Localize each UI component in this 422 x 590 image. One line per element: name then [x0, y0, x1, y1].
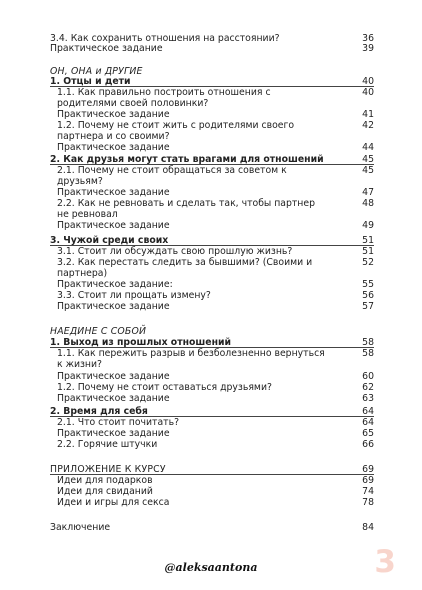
toc-entry-page: 36 [362, 33, 374, 44]
toc-entry-title: 1.1. Как пережить разрыв и безболезненно вернуться к жизни? [57, 348, 325, 370]
toc-entry-page: 52 [362, 257, 374, 268]
toc-entry-page: 64 [362, 406, 374, 417]
toc-entry-title: Практическое задание [57, 428, 170, 439]
toc-entry-title: Идеи для подарков [57, 475, 153, 486]
toc-entry-title: 3. Чужой среди своих [50, 235, 169, 246]
toc-entry-title: 2.1. Что стоит почитать? [57, 417, 179, 428]
toc-entry-title: ПРИЛОЖЕНИЕ К КУРСУ [50, 464, 166, 475]
toc-entry-title: 1. Отцы и дети [50, 76, 131, 87]
toc-entry-title: Практическое задание [57, 393, 170, 404]
toc-entry-page: 60 [362, 371, 374, 382]
toc-entry-title: Практическое задание [57, 187, 170, 198]
toc-entry-title: 2.1. Почему не стоит обращаться за советом к друзьям? [57, 165, 287, 187]
toc-entry-page: 63 [362, 393, 374, 404]
toc-entry-page: 78 [362, 497, 374, 508]
toc-entry-title: Практическое задание [57, 220, 170, 231]
toc-entry-page: 58 [362, 348, 374, 359]
toc-entry-page: 64 [362, 417, 374, 428]
toc-entry-page: 65 [362, 428, 374, 439]
toc-entry-title: НАЕДИНЕ С СОБОЙ [50, 326, 147, 337]
toc-entry-title: 3.3. Стоит ли прощать измену? [57, 290, 211, 301]
toc-entry-title: Практическое задание [57, 109, 170, 120]
toc-entry-page: 42 [362, 120, 374, 131]
toc-entry-page: 62 [362, 382, 374, 393]
toc-entry-title: 1.2. Почему не стоит оставаться друзьями? [57, 382, 272, 393]
toc-entry-title: 1.1. Как правильно построить отношения с родителями своей половинки? [57, 87, 271, 109]
toc-entry-title: 2. Как друзья могут стать врагами для отношений [50, 154, 324, 165]
toc-entry-title: 1.2. Почему не стоит жить с родителями своего партнера и со своими? [57, 120, 295, 142]
toc-entry-page: 49 [362, 220, 374, 231]
toc-entry-page: 57 [362, 301, 374, 312]
toc-entry-page: 58 [362, 337, 374, 348]
toc-entry-page: 41 [362, 109, 374, 120]
toc-entry-title: Идеи и игры для секса [57, 497, 170, 508]
toc-entry-page: 69 [362, 475, 374, 486]
toc-entry-title: Практическое задание [50, 43, 163, 54]
toc-entry-title: Практическое задание [57, 142, 170, 153]
toc-entry-title: 3.1. Стоит ли обсуждать свою прошлую жизнь? [57, 246, 293, 257]
toc-entry-title: Практическое задание [57, 301, 170, 312]
toc-entry-page: 45 [362, 165, 374, 176]
toc-entry-page: 47 [362, 187, 374, 198]
toc-entry-title: Практическое задание [57, 371, 170, 382]
toc-entry-title: 1. Выход из прошлых отношений [50, 337, 232, 348]
toc-entry-page: 69 [362, 464, 374, 475]
toc-entry-title: 2.2. Горячие штучки [57, 439, 158, 450]
toc-entry-page: 44 [362, 142, 374, 153]
toc-entry-title: 3.2. Как перестать следить за бывшими? (Своими и партнера) [57, 257, 313, 279]
toc-entry-title: ОН, ОНА и ДРУГИЕ [50, 66, 143, 77]
toc-entry-page: 40 [362, 76, 374, 87]
page-number: 3 [374, 544, 396, 580]
toc-entry-title: 2. Время для себя [50, 406, 148, 417]
toc-entry-page: 84 [362, 522, 374, 533]
toc-entry-page: 51 [362, 235, 374, 246]
toc-entry-title: Идеи для свиданий [57, 486, 153, 497]
toc-entry-page: 51 [362, 246, 374, 257]
author-handle: @aleksaantona [164, 561, 258, 574]
toc-entry-page: 40 [362, 87, 374, 98]
toc-entry-page: 45 [362, 154, 374, 165]
toc-entry-page: 66 [362, 439, 374, 450]
toc-entry-page: 74 [362, 486, 374, 497]
toc-entry-page: 39 [362, 43, 374, 54]
toc-entry-title: Практическое задание: [57, 279, 173, 290]
toc-entry-page: 55 [362, 279, 374, 290]
toc-entry-title: Заключение [50, 522, 111, 533]
toc-entry-title: 3.4. Как сохранить отношения на расстоянии? [50, 33, 280, 44]
toc-entry-page: 56 [362, 290, 374, 301]
toc-entry-title: 2.2. Как не ревновать и сделать так, чтобы партнер не ревновал [57, 198, 316, 220]
toc-entry-page: 48 [362, 198, 374, 209]
